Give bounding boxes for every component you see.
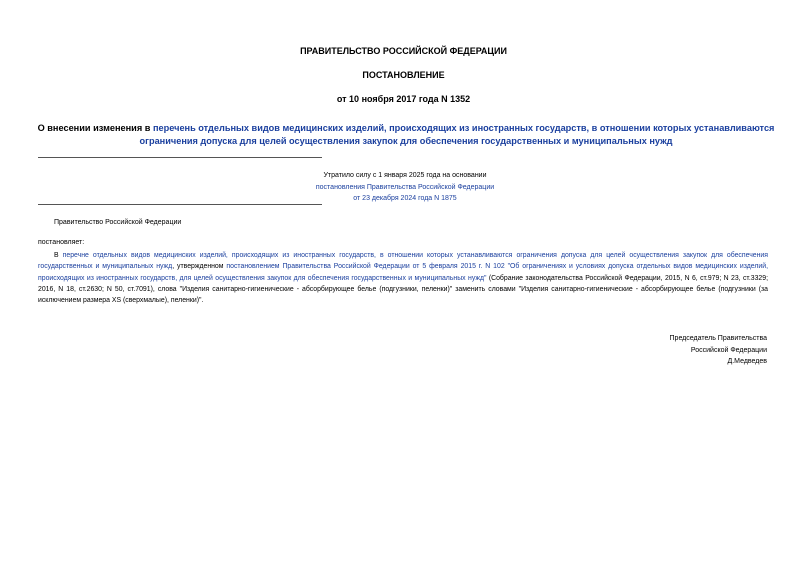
status-note-link-1[interactable]: постановления Правительства Российской Федерации — [315, 183, 495, 191]
divider-top — [38, 157, 322, 158]
body-prefix: В — [54, 252, 63, 259]
government-name: ПРАВИТЕЛЬСТВО РОССИЙСКОЙ ФЕДЕРАЦИИ — [300, 46, 507, 56]
document-title — [36, 122, 776, 148]
body-paragraph — [38, 250, 768, 306]
body-mid: , утвержденном — [172, 263, 227, 271]
divider-bottom — [38, 204, 322, 205]
body-rest: (Собрание законодательства Российской Федерации, 2015, N 6, ст.979; N 23, ст.3329; 2016, N 18, ст.2630; N 50, ст.7091), слова "Изделия санитарно-гигиенические - абсорбирующее белье (подгузники, пеленки)" заменить словами "Изделия санитарно-гигиенические - абсорбирующее белье (подгузники (за исключением размера XS (сверхмалые), пеленки)". — [38, 274, 768, 305]
body-link-list[interactable]: перечне отдельных видов медицинских изделий, происходящих из иностранных государств, в отношении которых устанавливаются ограничения допуска для целей осуществления закупок для обеспечения государственных и муниципальных нужд — [38, 252, 769, 271]
decree-word: постановляет: — [38, 239, 85, 246]
signature-line-2: Российской Федерации — [690, 346, 767, 354]
document-date-number: от 10 ноября 2017 года N 1352 — [336, 94, 471, 104]
body-link-resolution[interactable]: постановлением Правительства Российской Федерации от 5 февраля 2015 г. N 102 "Об ограничениях и условиях допуска отдельных видов медицинских изделий, происходящих из иностранных государств, для целей осуществления закупок для обеспечения государственных и муниципальных нужд" — [38, 263, 768, 282]
signature-block — [670, 333, 767, 368]
title-prefix: О внесении изменения в — [37, 123, 153, 133]
document-type: ПОСТАНОВЛЕНИЕ — [362, 70, 445, 80]
signature-line-1: Председатель Правительства — [669, 335, 767, 342]
status-note-text: Утратило силу с 1 января 2025 года на основании — [323, 172, 487, 179]
intro-text: Правительство Российской Федерации — [54, 219, 182, 226]
title-link[interactable]: перечень отдельных видов медицинских изделий, происходящих из иностранных государств, в отношении которых устанавливаются ограничения допуска для целей осуществления закупок для обеспечения государственных и муниципальных нужд — [139, 123, 775, 146]
signature-name: Д.Медведев — [727, 358, 767, 365]
status-note-link-2[interactable]: от 23 декабря 2024 года N 1875 — [353, 195, 457, 202]
status-note — [300, 170, 510, 205]
